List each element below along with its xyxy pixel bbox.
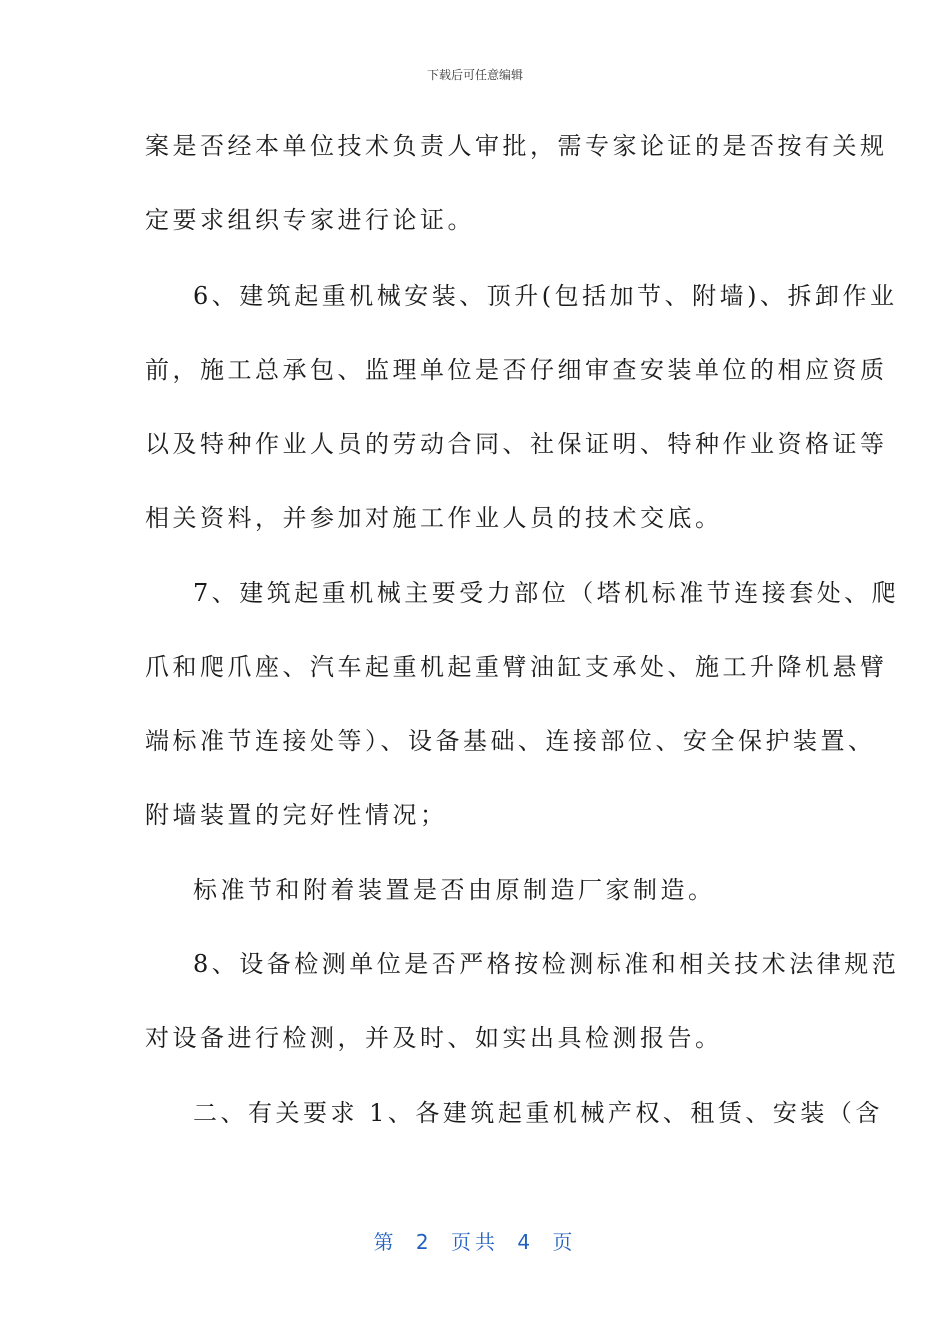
- text-line: 以及特种作业人员的劳动合同、社保证明、特种作业资格证等: [145, 430, 888, 458]
- text-line: 标准节和附着装置是否由原制造厂家制造。: [193, 876, 716, 904]
- page-header: 下载后可任意编辑: [426, 68, 523, 82]
- text-line: 定要求组织专家进行论证。: [145, 206, 475, 234]
- text-line: 相关资料，并参加对施工作业人员的技术交底。: [145, 504, 723, 532]
- text-line: 爪和爬爪座、汽车起重机起重臂油缸支承处、施工升降机悬臂: [145, 653, 888, 681]
- text-line: 端标准节连接处等）、设备基础、连接部位、安全保护装置、: [145, 727, 876, 755]
- text-line: 前，施工总承包、监理单位是否仔细审查安装单位的相应资质: [145, 356, 888, 384]
- text-line: 附墙装置的完好性情况；: [145, 801, 448, 829]
- text-line: 案是否经本单位技术负责人审批，需专家论证的是否按有关规: [145, 132, 888, 160]
- text-line: 对设备进行检测，并及时、如实出具检测报告。: [145, 1024, 723, 1052]
- page-footer: 第 2 页共 4 页: [373, 1230, 577, 1254]
- text-line: 6、建筑起重机械安装、顶升(包括加节、附墙)、拆卸作业: [193, 282, 898, 310]
- text-line: 7、建筑起重机械主要受力部位（塔机标准节连接套处、爬: [193, 579, 900, 607]
- text-line: 8、设备检测单位是否严格按检测标准和相关技术法律规范: [193, 950, 900, 978]
- text-line: 二、有关要求 1、各建筑起重机械产权、租赁、安装（含: [193, 1099, 883, 1127]
